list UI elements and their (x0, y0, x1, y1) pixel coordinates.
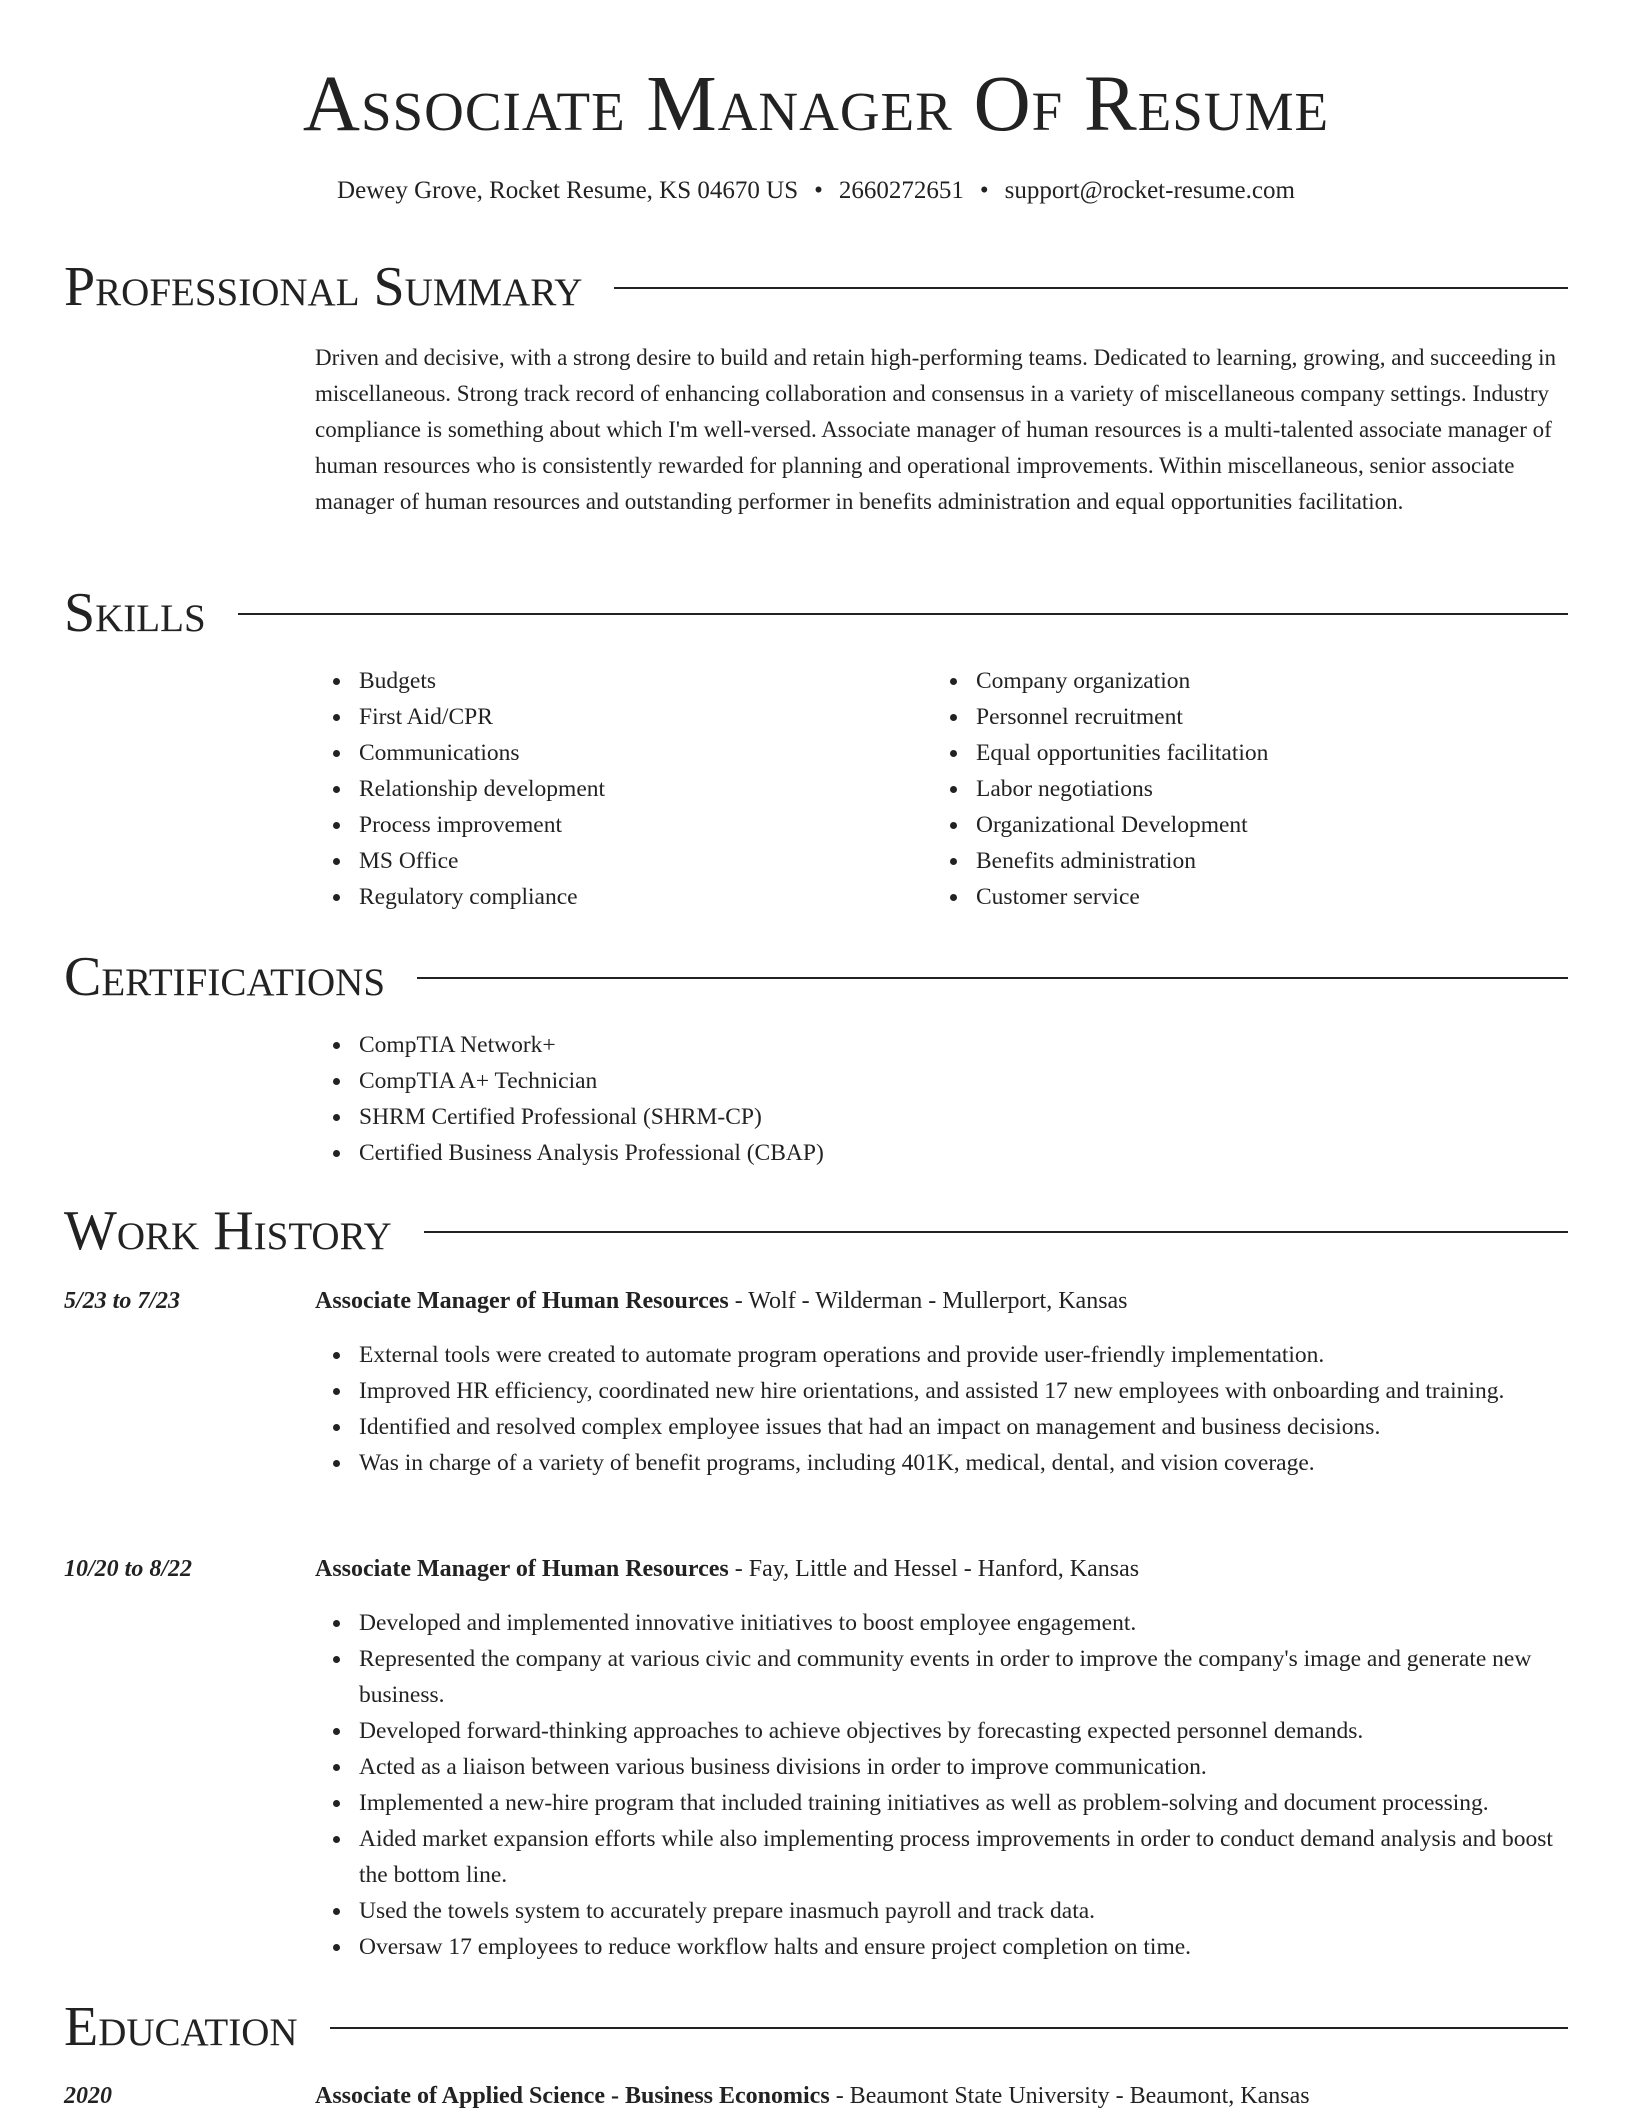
contact-separator: • (814, 177, 823, 204)
certifications-list (315, 1027, 1215, 1171)
skill-item: Organizational Development (932, 807, 1572, 843)
job-title: Associate Manager of Human Resources (315, 1288, 729, 1314)
job-bullet: Implemented a new-hire program that included training initiatives as well as problem-solving and document processing. (315, 1785, 1571, 1821)
summary-text: Driven and decisive, with a strong desire to build and retain high-performing teams. Dedicated to learning, growing, and succeeding in miscellaneous. Strong track record of enhancing collaboration and consensus in a variety of miscellaneous company settings. Industry compliance is something about which I'm well-versed. Associate manager of human resources is a multi-talented associate manager of human resources who is consistently rewarded for planning and operational improvements. Within miscellaneous, senior associate manager of human resources and outstanding performer in benefits administration and equal opportunities facilitation. (315, 345, 1557, 514)
education-heading (315, 2078, 1571, 2114)
section-header-summary (64, 255, 1568, 319)
job-bullet: External tools were created to automate program operations and provide user-friendly implementation. (315, 1337, 1571, 1373)
section-divider (614, 287, 1568, 289)
section-divider (417, 977, 1568, 979)
job-title: Associate Manager of Human Resources (315, 1556, 729, 1582)
education-degree: Associate of Applied Science - Business Economics (315, 2083, 830, 2109)
section-title-certifications: Certifications (64, 946, 386, 1008)
job-dates: 5/23 to 7/23 (64, 1288, 181, 1314)
job-bullet: Identified and resolved complex employee issues that had an impact on management and business decisions. (315, 1409, 1571, 1445)
job-heading (315, 1283, 1571, 1319)
skill-item: Process improvement (315, 807, 915, 843)
skill-item: Equal opportunities facilitation (932, 735, 1572, 771)
section-divider (330, 2027, 1568, 2029)
contact-email[interactable]: support@rocket-resume.com (1004, 177, 1295, 204)
contact-separator: • (979, 177, 989, 204)
skill-item: Benefits administration (932, 843, 1572, 879)
job-bullet: Used the towels system to accurately prepare inasmuch payroll and track data. (315, 1893, 1571, 1929)
skill-item: Labor negotiations (932, 771, 1572, 807)
job-employer-location: - Fay, Little and Hessel - Hanford, Kansas (728, 1556, 1140, 1582)
certification-item: Certified Business Analysis Professional (CBAP) (315, 1135, 1215, 1171)
job-bullet: Developed and implemented innovative initiatives to boost employee engagement. (315, 1605, 1571, 1641)
section-title-skills: Skills (64, 582, 206, 644)
job-bullet: Developed forward-thinking approaches to achieve objectives by forecasting expected personnel demands. (315, 1713, 1571, 1749)
education-year: 2020 (64, 2083, 112, 2109)
skill-item: Customer service (932, 879, 1572, 915)
resume-name: Associate Manager Of Resume (302, 61, 1330, 148)
section-title-summary: Professional Summary (64, 256, 583, 318)
section-divider (238, 613, 1568, 615)
contact-line (0, 176, 1632, 206)
skill-item: Regulatory compliance (315, 879, 915, 915)
job-heading (315, 1551, 1571, 1587)
job-dates: 10/20 to 8/22 (64, 1556, 193, 1582)
skills-list-right (932, 663, 1572, 915)
certification-item: SHRM Certified Professional (SHRM-CP) (315, 1099, 1215, 1135)
section-header-certifications (64, 945, 1568, 1009)
job-employer-location: - Wolf - Wilderman - Mullerport, Kansas (728, 1288, 1128, 1314)
skill-item: First Aid/CPR (315, 699, 915, 735)
job-bullet-list (315, 1337, 1571, 1481)
section-header-skills (64, 581, 1568, 645)
job-bullet: Improved HR efficiency, coordinated new hire orientations, and assisted 17 new employees with onboarding and training. (315, 1373, 1571, 1409)
job-bullet: Represented the company at various civic and community events in order to improve the company's image and generate new business. (315, 1641, 1571, 1713)
skill-item: Relationship development (315, 771, 915, 807)
job-bullet: Was in charge of a variety of benefit programs, including 401K, medical, dental, and vision coverage. (315, 1445, 1571, 1481)
section-title-work-history: Work History (64, 1200, 392, 1262)
skill-item: Company organization (932, 663, 1572, 699)
contact-phone: 2660272651 (838, 177, 964, 204)
skill-item: Communications (315, 735, 915, 771)
skill-item: Budgets (315, 663, 915, 699)
job-bullet-list (315, 1605, 1571, 1965)
contact-address: Dewey Grove, Rocket Resume, KS 04670 US (337, 177, 799, 204)
section-header-education (64, 1995, 1568, 2059)
education-school-location: - Beaumont State University - Beaumont, Kansas (829, 2083, 1310, 2109)
certification-item: CompTIA Network+ (315, 1027, 1215, 1063)
job-bullet: Acted as a liaison between various business divisions in order to improve communication. (315, 1749, 1571, 1785)
job-bullet: Oversaw 17 employees to reduce workflow halts and ensure project completion on time. (315, 1929, 1571, 1965)
section-header-work-history (64, 1199, 1568, 1263)
skill-item: Personnel recruitment (932, 699, 1572, 735)
skills-list-left (315, 663, 915, 915)
skill-item: MS Office (315, 843, 915, 879)
certification-item: CompTIA A+ Technician (315, 1063, 1215, 1099)
job-bullet: Aided market expansion efforts while also implementing process improvements in order to conduct demand analysis and boost the bottom line. (315, 1821, 1571, 1893)
section-divider (424, 1231, 1568, 1233)
section-title-education: Education (64, 1996, 298, 2058)
